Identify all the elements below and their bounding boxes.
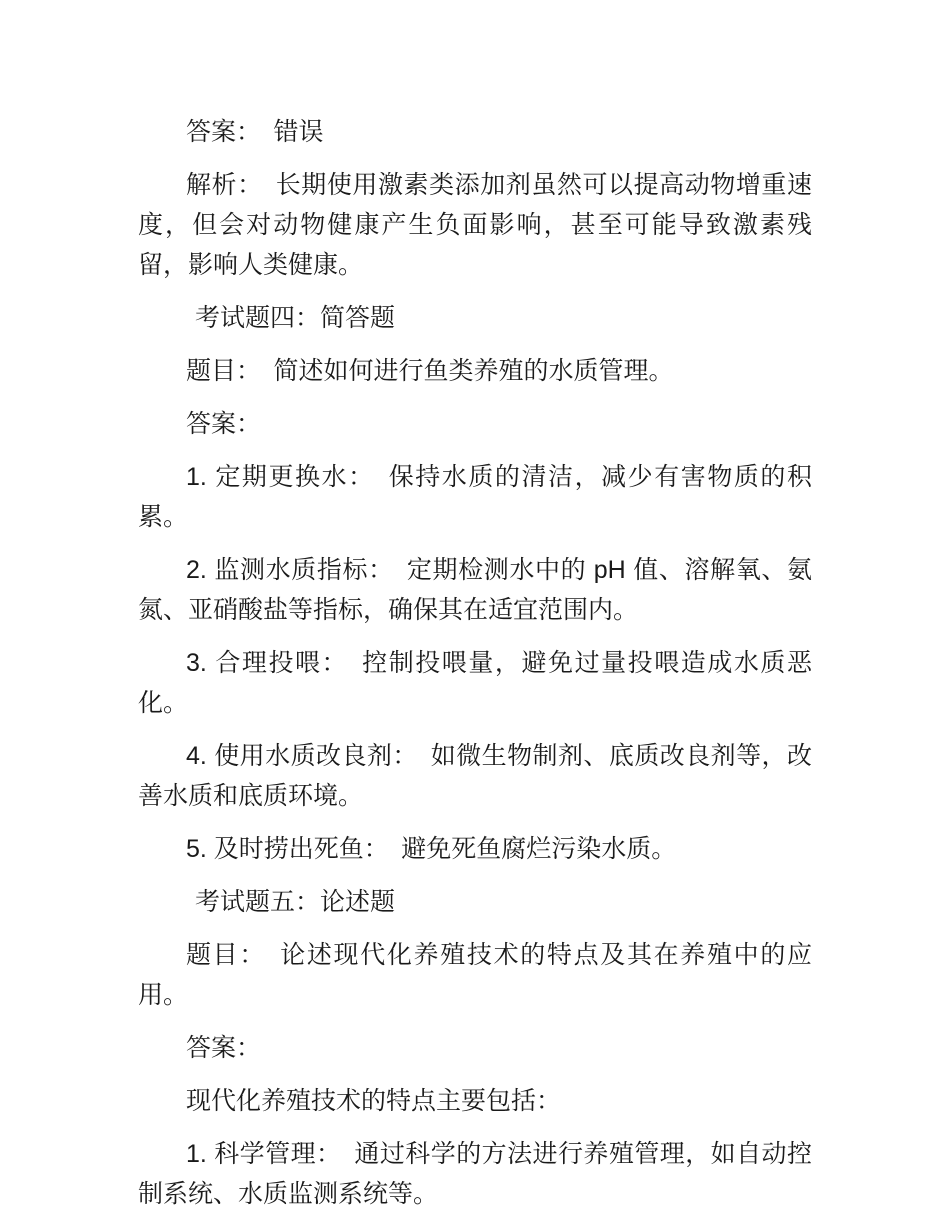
heading-exam-question-four: 考试题四：简答题 [195,304,396,332]
paragraph-question-four-title: 题目： 简述如何进行鱼类养殖的水质管理。 [186,357,674,385]
list-item-water-management-2: 2. 监测水质指标： 定期检测水中的 pH 值、溶解氧、氨氮、亚硝酸盐等指标，确保其在适宜范围内。 [138,556,812,624]
paragraph-answer-label-2: 答案： [186,1034,262,1062]
list-item-water-management-4: 4. 使用水质改良剂： 如微生物制剂、底质改良剂等，改善水质和底质环境。 [138,742,812,810]
heading-exam-question-five: 考试题五：论述题 [195,888,396,916]
paragraph-answer-judgement: 答案： 错误 [186,118,324,146]
list-item-water-management-1: 1. 定期更换水： 保持水质的清洁，减少有害物质的积累。 [138,463,812,531]
paragraph-features-intro: 现代化养殖技术的特点主要包括： [186,1087,562,1115]
list-item-modern-technique-1: 1. 科学管理： 通过科学的方法进行养殖管理，如自动控制系统、水质监测系统等。 [138,1140,812,1208]
list-item-water-management-3: 3. 合理投喂： 控制投喂量，避免过量投喂造成水质恶化。 [138,649,812,717]
list-item-water-management-5: 5. 及时捞出死鱼： 避免死鱼腐烂污染水质。 [186,835,677,863]
paragraph-answer-label: 答案： [186,410,262,438]
paragraph-analysis: 解析： 长期使用激素类添加剂虽然可以提高动物增重速度，但会对动物健康产生负面影响，甚至可能导致激素残留，影响人类健康。 [138,171,812,279]
paragraph-question-five-title: 题目： 论述现代化养殖技术的特点及其在养殖中的应用。 [138,941,812,1009]
